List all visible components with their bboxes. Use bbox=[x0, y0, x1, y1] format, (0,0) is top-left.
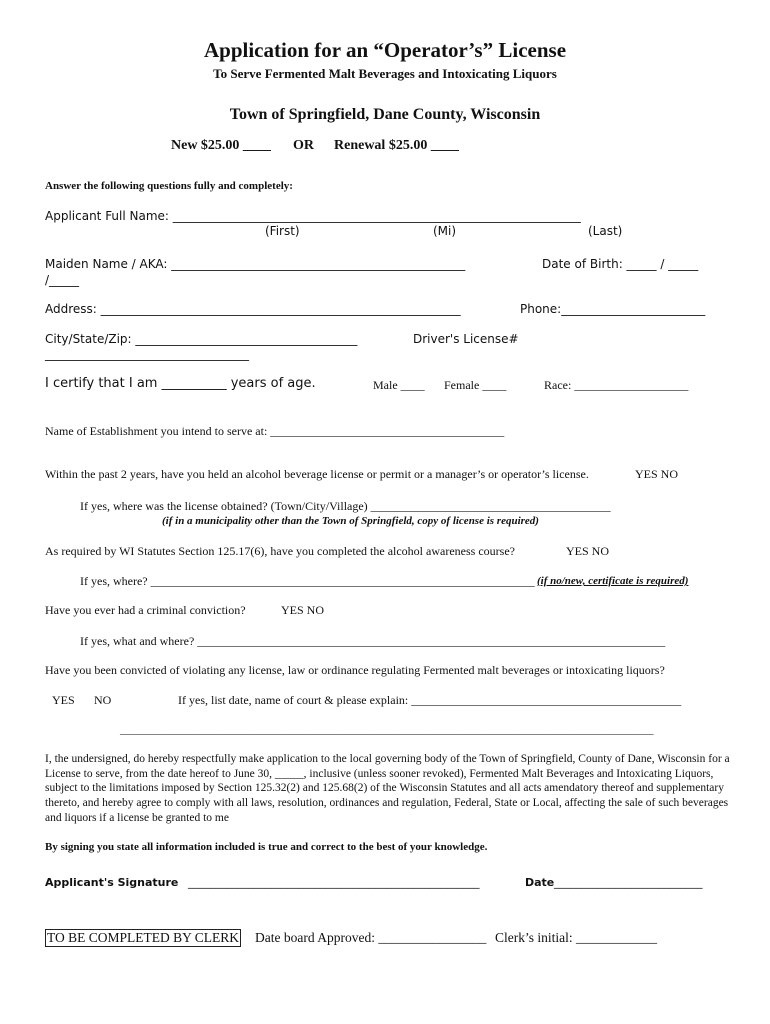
race-field[interactable]: Race: ___________________ bbox=[544, 378, 689, 392]
page-title: Application for an “Operator’s” License bbox=[203, 38, 567, 62]
question-prior-license: Within the past 2 years, have you held an alcohol beverage license or permit or a manager’s or operator’s license. bbox=[45, 467, 589, 481]
signature-label: Applicant's Signature bbox=[45, 876, 179, 889]
middle-initial-caption: (Mi) bbox=[433, 224, 457, 238]
full-name-field[interactable]: Applicant Full Name: ____________________________________________________________________ bbox=[45, 209, 581, 223]
question-violation: Have you been convicted of violating any license, law or ordinance regulating Fermented malt beverages or intoxicating liquors? bbox=[45, 663, 665, 677]
question-awareness-course: As required by WI Statutes Section 125.17(6), have you completed the alcohol awareness course? bbox=[45, 544, 515, 558]
date-board-approved-field[interactable]: Date board Approved: ________________ bbox=[255, 930, 487, 945]
drivers-license-label: Driver's License# bbox=[413, 332, 519, 346]
date-of-birth-year[interactable]: /_____ bbox=[45, 273, 80, 287]
awareness-course-yes-no[interactable]: YES NO bbox=[566, 544, 610, 558]
signature-field[interactable]: _____________________________________________________ bbox=[188, 876, 480, 889]
city-state-zip-field[interactable]: City/State/Zip: _____________________________________ bbox=[45, 332, 358, 346]
prior-license-location-field[interactable]: If yes, where was the license obtained? (Town/City/Village) ________________________________________ bbox=[80, 499, 611, 513]
maiden-name-field[interactable]: Maiden Name / AKA: _________________________________________________ bbox=[45, 257, 466, 271]
establishment-field[interactable]: Name of Establishment you intend to serve at: _______________________________________ bbox=[45, 424, 505, 438]
violation-no[interactable]: NO bbox=[94, 693, 112, 707]
male-checkbox[interactable]: Male ____ bbox=[373, 378, 425, 392]
instructions: Answer the following questions fully and completely: bbox=[45, 180, 293, 192]
violation-explain-field[interactable]: If yes, list date, name of court & please explain: _____________________________________________ bbox=[178, 693, 682, 707]
drivers-license-field[interactable]: __________________________________ bbox=[45, 347, 249, 361]
phone-field[interactable]: Phone:________________________ bbox=[520, 302, 706, 316]
awareness-course-location-field[interactable]: If yes, where? ________________________________________________________________ bbox=[80, 574, 535, 588]
date-of-birth-field[interactable]: Date of Birth: _____ / _____ bbox=[542, 257, 699, 271]
violation-yes[interactable]: YES bbox=[52, 693, 75, 707]
first-name-caption: (First) bbox=[265, 224, 300, 238]
question-criminal-conviction: Have you ever had a criminal conviction? bbox=[45, 603, 246, 617]
fee-or: OR bbox=[293, 138, 314, 153]
signature-date-label: Date bbox=[525, 876, 555, 889]
prior-license-yes-no[interactable]: YES NO bbox=[635, 467, 679, 481]
clerk-only-box: TO BE COMPLETED BY CLERK bbox=[47, 930, 240, 945]
address-field[interactable]: Address: ____________________________________________________________ bbox=[45, 302, 461, 316]
last-name-caption: (Last) bbox=[588, 224, 623, 238]
town-heading: Town of Springfield, Dane County, Wisconsin bbox=[229, 106, 541, 123]
criminal-conviction-yes-no[interactable]: YES NO bbox=[281, 603, 325, 617]
prior-license-note: (if in a municipality other than the Town of Springfield, copy of license is required) bbox=[162, 515, 539, 527]
signing-statement: By signing you state all information included is true and correct to the best of your knowledge. bbox=[45, 841, 488, 853]
violation-explain-line[interactable]: _________________________________________________________________________________________________ bbox=[120, 724, 654, 736]
clerk-initial-field[interactable]: Clerk’s initial: ____________ bbox=[495, 930, 657, 945]
fee-renewal[interactable]: Renewal $25.00 ____ bbox=[334, 138, 459, 153]
criminal-conviction-details-field[interactable]: If yes, what and where? ______________________________________________________________________________ bbox=[80, 634, 666, 648]
age-certification-field[interactable]: I certify that I am __________ years of age. bbox=[45, 376, 316, 391]
declaration-paragraph: I, the undersigned, do hereby respectfully make application to the local governing body of the Town of Springfield, County of Dane, Wisconsin for a License to serve, from the date hereof to June 30, _____, inclusive (unless sooner revoked), Fermented Malt Beverages and Intoxicating Liquors, subject to the limitations imposed by Section 125.32(2) and 125.68(2) of the Wisconsin Statutes and all acts amendatory thereof and supplementary thereto, and hereby agree to comply with all laws, resolution, ordinances and regulation, Federal, State or Local, affecting the sale of such beverages and liquors if a license be granted to me bbox=[45, 753, 730, 824]
female-checkbox[interactable]: Female ____ bbox=[444, 378, 507, 392]
fee-new[interactable]: New $25.00 ____ bbox=[171, 138, 271, 153]
signature-date-field[interactable]: ___________________________ bbox=[554, 876, 703, 889]
certificate-note: (if no/new, certificate is required) bbox=[537, 575, 689, 587]
page-subtitle: To Serve Fermented Malt Beverages and Intoxicating Liquors bbox=[213, 66, 557, 81]
